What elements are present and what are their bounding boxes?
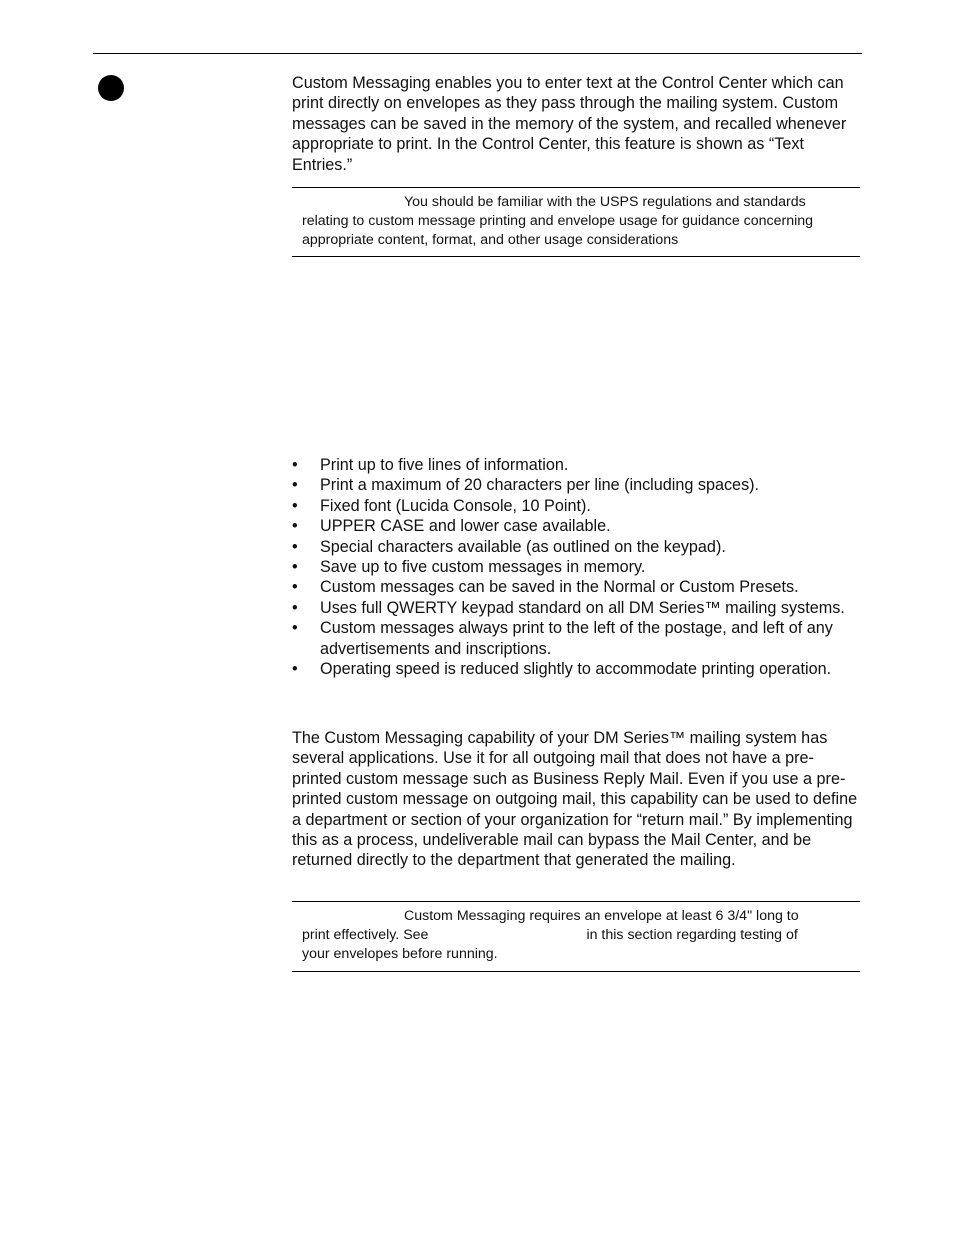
list-item: • Custom messages can be saved in the Normal or Custom Presets.	[292, 577, 860, 597]
note2-line2-end: in this section regarding testing of	[586, 926, 798, 943]
note2-line2-start: print effectively. See	[302, 926, 429, 943]
note1-first-line: You should be familiar with the USPS regulations and standards	[404, 194, 806, 210]
list-item: • Save up to five custom messages in memory.	[292, 557, 860, 577]
list-item: • UPPER CASE and lower case available.	[292, 516, 860, 536]
list-item: • Operating speed is reduced slightly to accommodate printing operation.	[292, 659, 860, 679]
section-marker-dot	[98, 75, 124, 101]
list-item: • Special characters available (as outlined on the keypad).	[292, 537, 860, 557]
feature-list	[292, 455, 860, 679]
list-item: • Uses full QWERTY keypad standard on all DM Series™ mailing systems.	[292, 598, 860, 618]
note-usps-regulations	[292, 187, 860, 257]
list-item: • Print up to five lines of information.	[292, 455, 860, 475]
intro-paragraph: Custom Messaging enables you to enter text at the Control Center which can print directly on envelopes as they pass through the mailing system. Custom messages can be saved in the memory of the system, and recalled whenever appropriate to print. In the Control Center, this feature is shown as “Text Entries.”	[292, 74, 847, 174]
note2-first-line: Custom Messaging requires an envelope at least 6 3/4" long to	[404, 908, 799, 924]
header-rule	[93, 53, 862, 54]
note1-body: relating to custom message printing and envelope usage for guidance concerning appropriate content, format, and other usage considerations	[302, 212, 814, 248]
applications-paragraph: The Custom Messaging capability of your DM Series™ mailing system has several applications. Use it for all outgoing mail that does not have a pre-printed custom message such as Business Reply Mail. Even if you use a pre-printed custom message on outgoing mail, this capability can be used to define a department or section of your organization for “return mail.” By implementing this as a process, undeliverable mail can bypass the Mail Center, and be returned directly to the department that generated the mailing.	[292, 729, 858, 870]
note-envelope-length	[292, 901, 860, 972]
list-item: • Print a maximum of 20 characters per line (including spaces).	[292, 475, 860, 495]
list-item: • Fixed font (Lucida Console, 10 Point).	[292, 496, 860, 516]
list-item: • Custom messages always print to the left of the postage, and left of any advertisements and inscriptions.	[292, 618, 860, 659]
note2-last-line: your envelopes before running.	[302, 945, 498, 962]
